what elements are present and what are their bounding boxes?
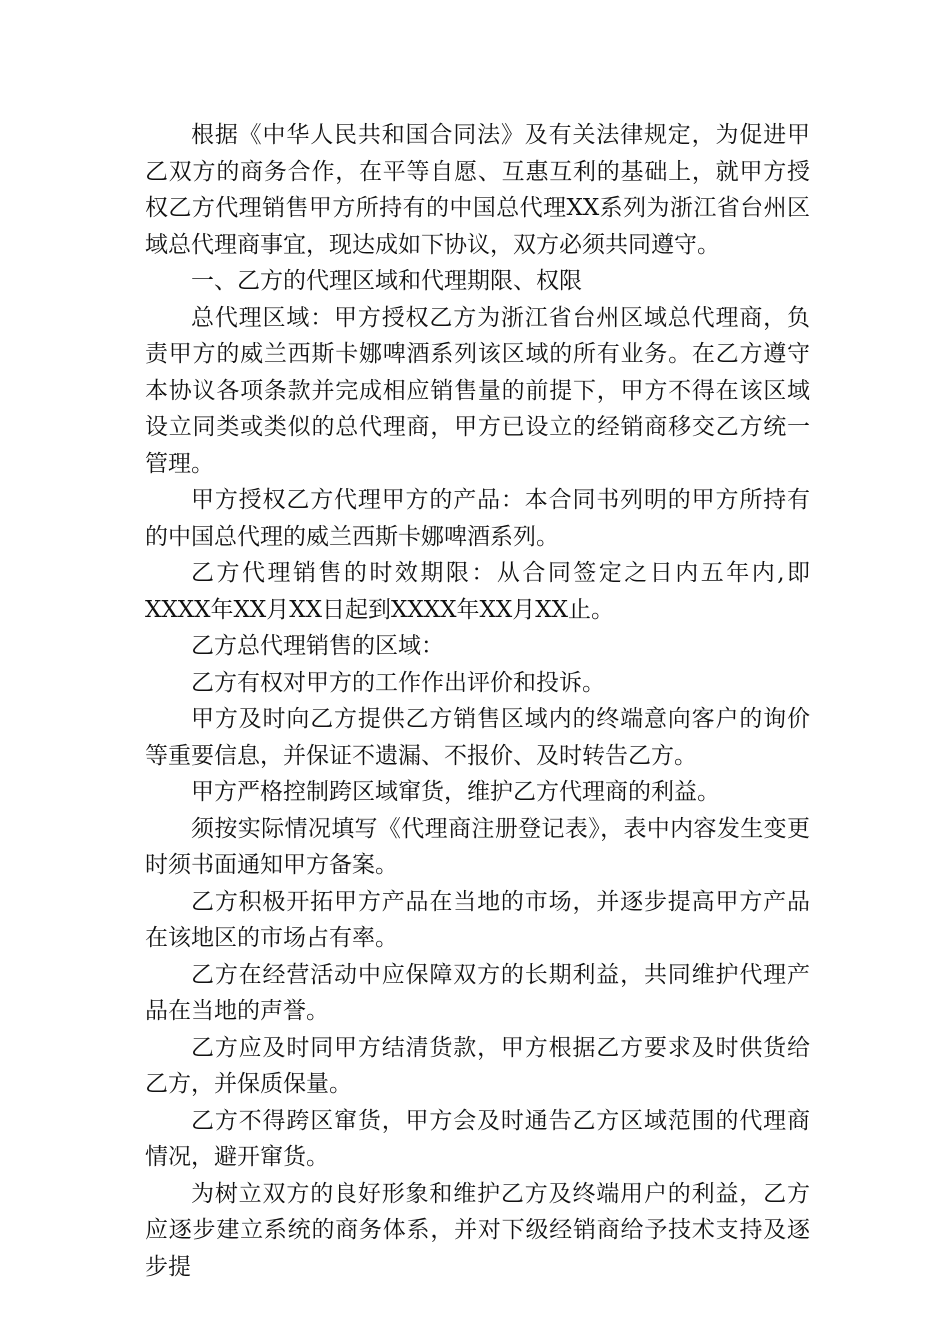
paragraph-sales-region: 乙方总代理销售的区域：: [191, 633, 444, 659]
paragraph-agency-term: 乙方代理销售的时效期限：从合同签定之日内五年内,即XXXX年XX月XX日起到XXXX年XX月XX止。: [145, 560, 810, 623]
paragraph-registration-form: 须按实际情况填写《代理商注册登记表》，表中内容发生变更时须书面通知甲方备案。: [145, 815, 810, 878]
document-page: [145, 117, 810, 1285]
paragraph-long-term-interest: 乙方在经营活动中应保障双方的长期利益，共同维护代理产品在当地的声誉。: [145, 961, 810, 1024]
paragraph-info-provision: 甲方及时向乙方提供乙方销售区域内的终端意向客户的询价等重要信息，并保证不遗漏、不报价、及时转告乙方。: [145, 706, 810, 769]
paragraph-preamble: 根据《中华人民共和国合同法》及有关法律规定，为促进甲乙双方的商务合作，在平等自愿、互惠互利的基础上，就甲方授权乙方代理销售甲方所持有的中国总代理XX系列为浙江省台州区域总代理商事宜，现达成如下协议，双方必须共同遵守。: [145, 122, 810, 258]
paragraph-no-cross-selling: 乙方不得跨区窜货，甲方会及时通告乙方区域范围的代理商情况，避开窜货。: [145, 1107, 810, 1170]
paragraph-agency-region: 总代理区域：甲方授权乙方为浙江省台州区域总代理商，负责甲方的威兰西斯卡娜啤酒系列该区域的所有业务。在乙方遵守本协议各项条款并完成相应销售量的前提下，甲方不得在该区域设立同类或类似的总代理商，甲方已设立的经销商移交乙方统一管理。: [145, 304, 810, 477]
paragraph-payment-supply: 乙方应及时同甲方结清货款，甲方根据乙方要求及时供货给乙方，并保质保量。: [145, 1034, 810, 1097]
section-heading-1: 一、乙方的代理区域和代理期限、权限: [191, 268, 582, 294]
paragraph-evaluation-right: 乙方有权对甲方的工作作出评价和投诉。: [191, 669, 605, 696]
paragraph-cross-region-control: 甲方严格控制跨区域窜货，维护乙方代理商的利益。: [191, 779, 720, 805]
paragraph-market-development: 乙方积极开拓甲方产品在当地的市场，并逐步提高甲方产品在该地区的市场占有率。: [145, 888, 810, 951]
paragraph-authorized-products: 甲方授权乙方代理甲方的产品：本合同书列明的甲方所持有的中国总代理的威兰西斯卡娜啤酒系列。: [145, 487, 810, 550]
paragraph-business-system: 为树立双方的良好形象和维护乙方及终端用户的利益，乙方应逐步建立系统的商务体系，并对下级经销商给予技术支持及逐步提: [145, 1180, 810, 1280]
